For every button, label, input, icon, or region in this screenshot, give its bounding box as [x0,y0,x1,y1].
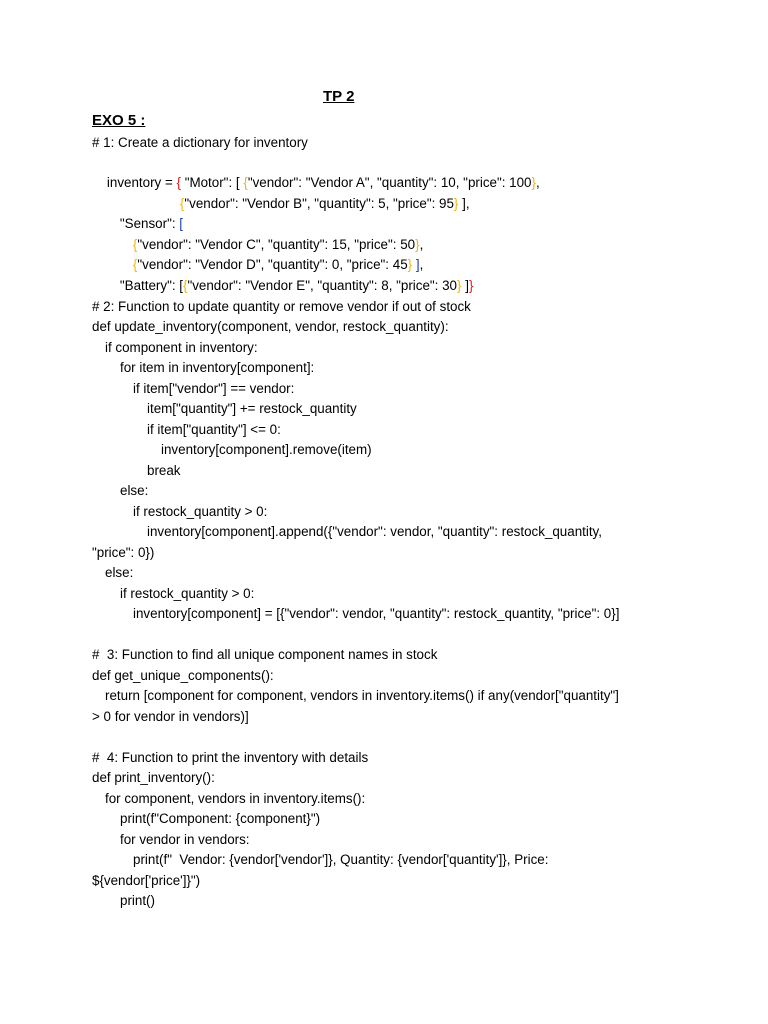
code-line: for component, vendors in inventory.items(): [105,791,366,806]
brace-yellow: { [243,175,248,190]
text: , [419,257,424,272]
comment-4: # 4: Function to print the inventory with details [92,750,369,765]
brace-red: { [176,175,181,190]
code-line: print(f" Vendor: {vendor['vendor']}, Quantity: {vendor['quantity']}, Price: [133,852,549,867]
brace-yellow: } [415,237,420,252]
code-line: for item in inventory[component]: [120,360,315,375]
brace-red: } [468,278,474,293]
code-line: return [component for component, vendors in inventory.items() if any(vendor["quantity"] [105,688,619,703]
code-line: > 0 for vendor in vendors)] [92,709,249,724]
code-line: ${vendor['price']}") [92,873,201,888]
text: "vendor": "Vendor A", "quantity": 10, "price": 100 [247,175,532,190]
text: ] [461,278,469,293]
code-line: inventory[component] = [{"vendor": vendor, "quantity": restock_quantity, "price": 0}] [133,606,620,621]
document-title: TP 2 [323,88,355,105]
code-line: inventory[component].remove(item) [161,442,372,457]
text: inventory = [106,175,177,190]
code-line: "price": 0}) [92,545,155,560]
code-line: print() [120,893,155,908]
code-line: if component in inventory: [105,340,258,355]
text: "Motor": [ [180,175,244,190]
code-line: else: [120,483,149,498]
brace-yellow: { [179,196,185,211]
code-line: def print_inventory(): [92,770,215,785]
brace-yellow: } [407,257,413,272]
comment-3: # 3: Function to find all unique component names in stock [92,647,438,662]
exercise-heading: EXO 5 : [92,112,146,129]
code-line: break [147,463,181,478]
code-line: if restock_quantity > 0: [120,586,255,601]
bracket-blue: [ [179,216,184,231]
code-line: def update_inventory(component, vendor, restock_quantity): [92,319,449,334]
text: "Battery": [ [119,278,183,293]
code-line: print(f"Component: {component}") [120,811,321,826]
code-line: for vendor in vendors: [120,832,250,847]
text: "vendor": "Vendor D", "quantity": 0, "price": 45 [137,257,408,272]
code-line: item["quantity"] += restock_quantity [147,401,357,416]
brace-yellow: } [453,196,459,211]
brace-yellow: } [457,278,462,293]
code-line: def get_unique_components(): [92,668,274,683]
comment-2: # 2: Function to update quantity or remove vendor if out of stock [92,299,471,314]
code-line: if item["vendor"] == vendor: [133,381,295,396]
text: "Sensor": [119,216,180,231]
brace-yellow: } [531,175,536,190]
code-line: if item["quantity"] <= 0: [147,422,281,437]
text: , [419,237,424,252]
brace-yellow: { [132,257,138,272]
brace-yellow: { [132,237,138,252]
code-line: else: [105,565,134,580]
text: "vendor": "Vendor C", "quantity": 15, "price": 50 [137,237,416,252]
code-line: inventory[component].append({"vendor": vendor, "quantity": restock_quantity, [147,524,602,539]
text: ], [458,196,470,211]
text: "vendor": "Vendor B", "quantity": 5, "price": 95 [184,196,454,211]
brace-yellow: { [182,278,188,293]
text: , [535,175,540,190]
bracket-blue: ] [415,257,420,272]
comment-1: # 1: Create a dictionary for inventory [92,135,308,150]
text: "vendor": "Vendor E", "quantity": 8, "price": 30 [187,278,458,293]
code-line: if restock_quantity > 0: [133,504,268,519]
